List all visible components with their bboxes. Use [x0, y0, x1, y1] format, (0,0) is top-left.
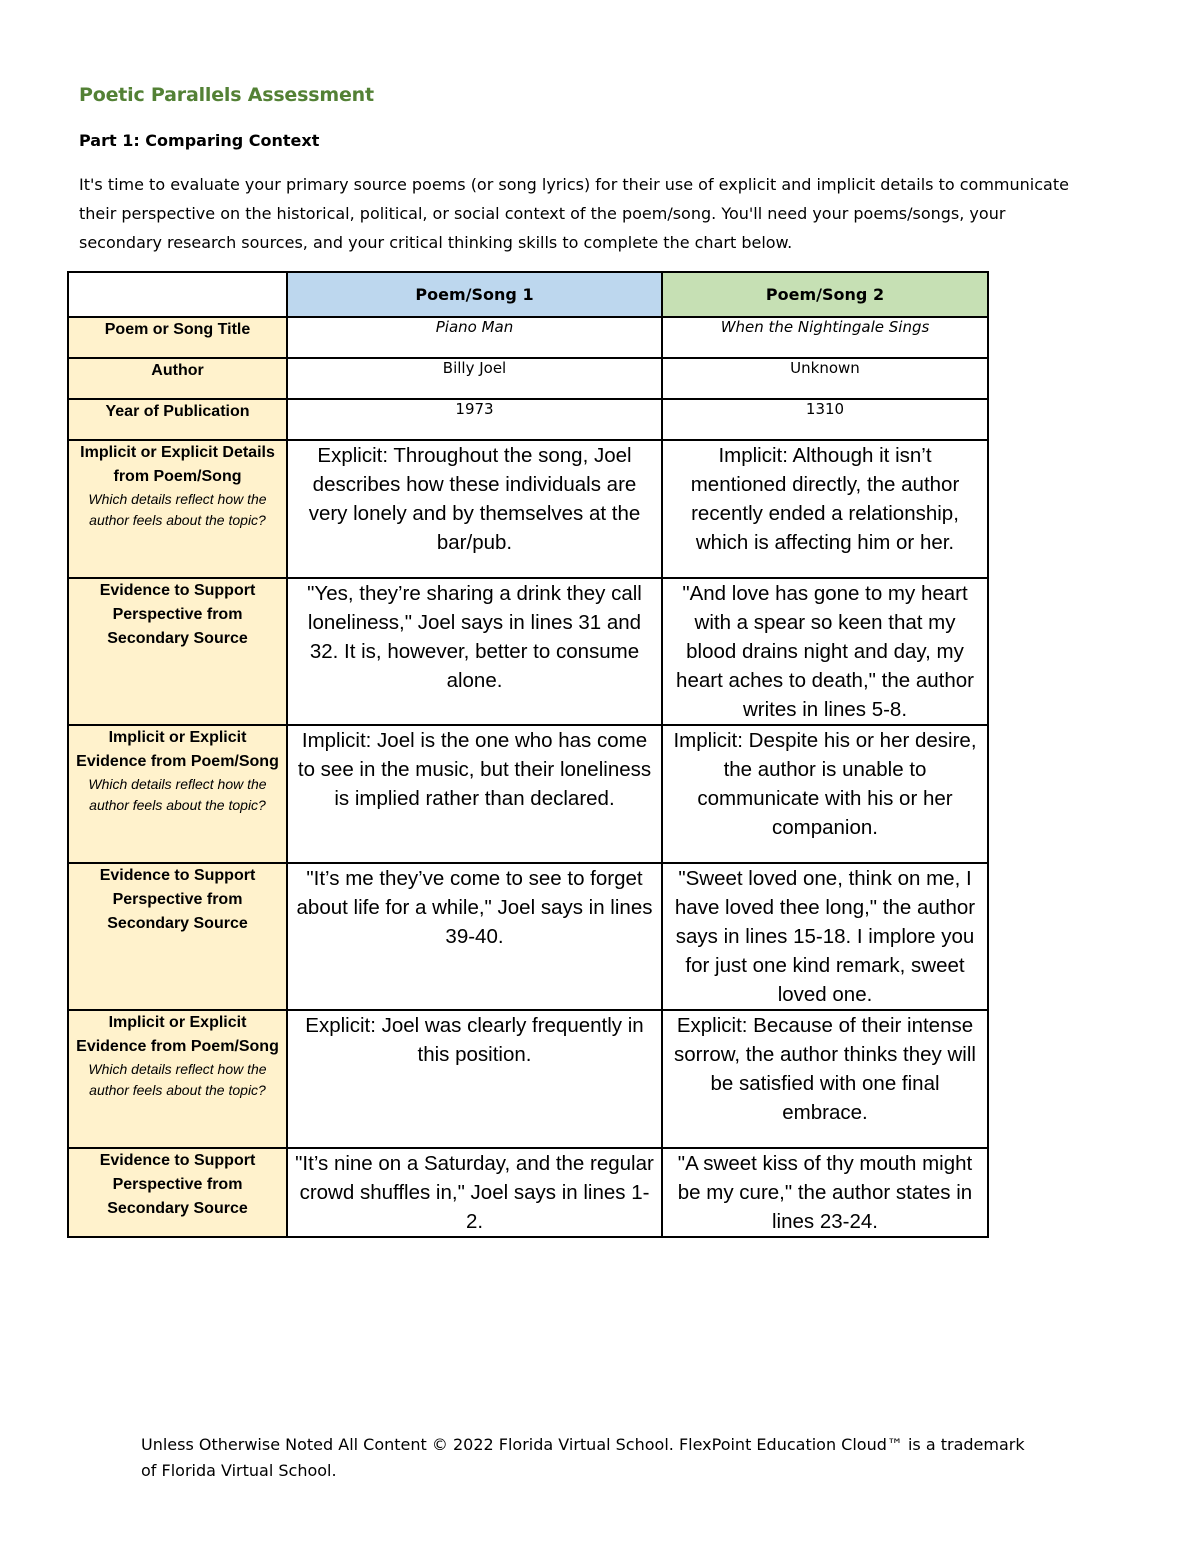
- row-label: [68, 1010, 287, 1148]
- song2-cell: Explicit: Because of their intense sorrow, the author thinks they will be satisfied with one final embrace.: [662, 1010, 988, 1148]
- table-row: [68, 578, 988, 725]
- song2-cell: "Sweet loved one, think on me, I have loved thee long," the author says in lines 15-18. I implore you for just one kind remark, sweet loved one.: [662, 863, 988, 1010]
- row-label: [68, 399, 287, 440]
- song1-cell: Explicit: Throughout the song, Joel describes how these individuals are very lonely and by themselves at the bar/pub.: [287, 440, 662, 578]
- row-label-text: Evidence to Support Perspective from Secondary Source: [99, 1152, 256, 1217]
- row-label-text: Evidence to Support Perspective from Secondary Source: [99, 867, 256, 932]
- header-row: [68, 272, 988, 317]
- row-label-text: Implicit or Explicit Details from Poem/Song: [80, 444, 275, 485]
- song1-cell: Billy Joel: [287, 358, 662, 399]
- row-label: [68, 317, 287, 358]
- copyright-footer: Unless Otherwise Noted All Content © 2022 Florida Virtual School. FlexPoint Education Cloud™ is a trademark of Florida Virtual School.: [141, 1435, 1025, 1480]
- header-blank-cell: [68, 272, 287, 317]
- row-label: [68, 440, 287, 578]
- table-row: [68, 863, 988, 1010]
- row-label: [68, 358, 287, 399]
- row-label: [68, 578, 287, 725]
- song2-cell: Unknown: [662, 358, 988, 399]
- row-question: Which details reflect how the author feels about the topic?: [88, 776, 267, 813]
- row-label: [68, 1148, 287, 1237]
- table-row: [68, 1010, 988, 1148]
- row-label-text: Year of Publication: [105, 403, 250, 420]
- song1-cell: Explicit: Joel was clearly frequently in this position.: [287, 1010, 662, 1148]
- page-title: Poetic Parallels Assessment: [79, 84, 374, 106]
- song1-cell: "Yes, they’re sharing a drink they call loneliness," Joel says in lines 31 and 32. It is, however, better to consume alone.: [287, 578, 662, 725]
- row-label: [68, 863, 287, 1010]
- song2-cell: "And love has gone to my heart with a spear so keen that my blood drains night and day, my heart aches to death," the author writes in lines 5-8.: [662, 578, 988, 725]
- table-row: [68, 725, 988, 863]
- row-question: Which details reflect how the author feels about the topic?: [88, 491, 267, 528]
- row-label-text: Implicit or Explicit Evidence from Poem/Song: [76, 1014, 279, 1055]
- song1-cell: Piano Man: [287, 317, 662, 358]
- song1-cell: 1973: [287, 399, 662, 440]
- song2-cell: When the Nightingale Sings: [662, 317, 988, 358]
- row-question: Which details reflect how the author feels about the topic?: [88, 1061, 267, 1098]
- song1-cell: "It’s nine on a Saturday, and the regular crowd shuffles in," Joel says in lines 1-2.: [287, 1148, 662, 1237]
- row-label-text: Author: [151, 362, 204, 379]
- song2-cell: Implicit: Despite his or her desire, the author is unable to communicate with his or her companion.: [662, 725, 988, 863]
- table-row: [68, 358, 988, 399]
- comparison-chart: [67, 271, 989, 1238]
- intro-paragraph: It's time to evaluate your primary source poems (or song lyrics) for their use of explicit and implicit details to communicate their perspective on the historical, political, or social context of the poem/song. You'll need your poems/songs, your secondary research sources, and your critical thinking skills to complete the chart below.: [79, 175, 1069, 252]
- table-row: [68, 317, 988, 358]
- table-row: [68, 440, 988, 578]
- row-label-text: Implicit or Explicit Evidence from Poem/Song: [76, 729, 279, 770]
- table-row: [68, 1148, 988, 1237]
- row-label: [68, 725, 287, 863]
- song2-cell: Implicit: Although it isn’t mentioned directly, the author recently ended a relationship, which is affecting him or her.: [662, 440, 988, 578]
- row-label-text: Evidence to Support Perspective from Secondary Source: [99, 582, 256, 647]
- table-row: [68, 399, 988, 440]
- song2-cell: "A sweet kiss of thy mouth might be my cure," the author states in lines 23-24.: [662, 1148, 988, 1237]
- section-heading: Part 1: Comparing Context: [79, 131, 320, 150]
- song1-cell: Implicit: Joel is the one who has come to see in the music, but their loneliness is implied rather than declared.: [287, 725, 662, 863]
- song1-cell: "It’s me they’ve come to see to forget about life for a while," Joel says in lines 39-40.: [287, 863, 662, 1010]
- header-poem-song-2: Poem/Song 2: [662, 272, 988, 317]
- song2-cell: 1310: [662, 399, 988, 440]
- row-label-text: Poem or Song Title: [104, 321, 251, 338]
- header-poem-song-1: Poem/Song 1: [287, 272, 662, 317]
